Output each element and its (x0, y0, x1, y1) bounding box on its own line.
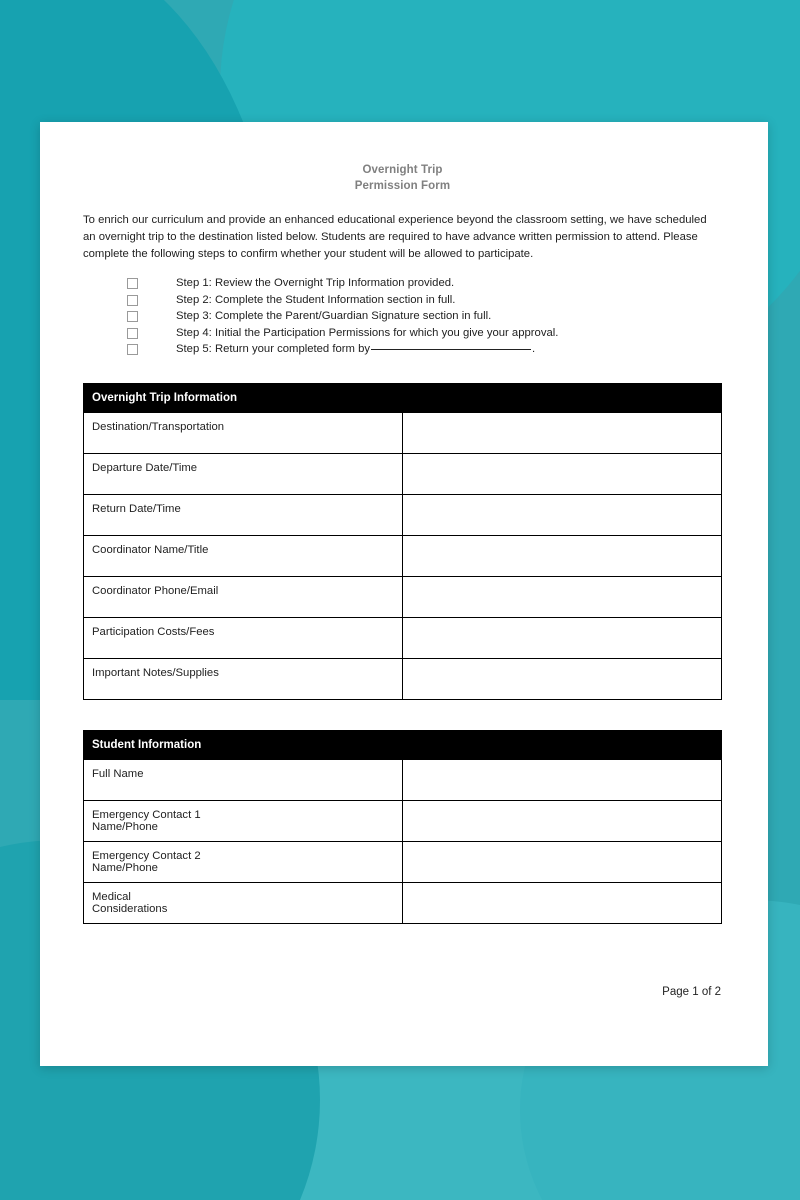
checkbox-icon[interactable] (127, 295, 138, 306)
row-label-line1: Emergency Contact 1 (92, 808, 201, 821)
row-value-coordinator-name[interactable] (403, 535, 722, 576)
list-item (127, 341, 722, 358)
checkbox-icon[interactable] (127, 278, 138, 289)
row-label: Important Notes/Supplies (84, 658, 403, 699)
row-value-coordinator-contact[interactable] (403, 576, 722, 617)
page-number: Page 1 of 2 (662, 985, 721, 998)
row-label-line1: Full Name (92, 767, 144, 780)
table-row (84, 841, 722, 882)
step-label: Step 1: Review the Overnight Trip Information provided. (176, 277, 455, 290)
row-label: Return Date/Time (84, 494, 403, 535)
title-line-2: Permission Form (354, 180, 451, 192)
row-value-emergency-contact-2[interactable] (403, 841, 722, 882)
row-value-full-name[interactable] (403, 759, 722, 800)
step-label: Step 3: Complete the Parent/Guardian Signature section in full. (176, 310, 492, 323)
row-label (84, 841, 403, 882)
table-row (84, 494, 722, 535)
table-row (84, 658, 722, 699)
row-label (84, 882, 403, 923)
intro-paragraph: To enrich our curriculum and provide an enhanced educational experience beyond the classroom setting, we have scheduled an overnight trip to the destination listed below. Students are required to have advance written permission to attend. Please complete the following steps to confirm whether your student will be allowed to participate. (83, 214, 707, 260)
row-label-line1: Medical (92, 890, 131, 903)
step-suffix: . (532, 343, 536, 356)
row-value-return[interactable] (403, 494, 722, 535)
table-row (84, 617, 722, 658)
step-label-with-blank (176, 341, 535, 358)
row-value-notes[interactable] (403, 658, 722, 699)
table-row (84, 800, 722, 841)
row-value-costs[interactable] (403, 617, 722, 658)
table-row (84, 412, 722, 453)
row-value-medical[interactable] (403, 882, 722, 923)
list-item (127, 308, 722, 325)
student-table-header: Student Information (84, 730, 722, 759)
table-row (84, 576, 722, 617)
steps-list (127, 275, 722, 358)
trip-information-section (83, 383, 722, 700)
row-label: Coordinator Name/Title (84, 535, 403, 576)
row-label: Coordinator Phone/Email (84, 576, 403, 617)
document-page (40, 122, 768, 1066)
table-row (84, 453, 722, 494)
page-content (83, 162, 722, 998)
row-label: Departure Date/Time (84, 453, 403, 494)
student-information-section (83, 730, 722, 924)
title-line-1: Overnight Trip (362, 164, 443, 176)
step-label: Step 4: Initial the Participation Permissions for which you give your approval. (176, 326, 559, 339)
row-label-line1: Emergency Contact 2 (92, 849, 201, 862)
row-label: Participation Costs/Fees (84, 617, 403, 658)
row-label: Destination/Transportation (84, 412, 403, 453)
trip-information-table (83, 383, 722, 700)
table-header-row (84, 730, 722, 759)
trip-table-header: Overnight Trip Information (84, 383, 722, 412)
checkbox-icon[interactable] (127, 311, 138, 322)
table-header-row (84, 383, 722, 412)
list-item (127, 292, 722, 309)
list-item (127, 325, 722, 342)
checkbox-icon[interactable] (127, 328, 138, 339)
checkbox-icon[interactable] (127, 344, 138, 355)
table-row (84, 759, 722, 800)
row-label-line2: Considerations (92, 902, 168, 915)
row-value-departure[interactable] (403, 453, 722, 494)
step-label: Step 2: Complete the Student Information section in full. (176, 293, 456, 306)
row-label (84, 800, 403, 841)
page-title (83, 162, 722, 194)
return-date-blank[interactable] (371, 349, 531, 350)
student-information-table (83, 730, 722, 924)
table-row (84, 882, 722, 923)
table-row (84, 535, 722, 576)
row-label (84, 759, 403, 800)
row-value-destination[interactable] (403, 412, 722, 453)
row-value-emergency-contact-1[interactable] (403, 800, 722, 841)
row-label-line2: Name/Phone (92, 820, 158, 833)
row-label-line2: Name/Phone (92, 861, 158, 874)
step-label: Step 5: Return your completed form by (176, 343, 371, 356)
list-item (127, 275, 722, 292)
